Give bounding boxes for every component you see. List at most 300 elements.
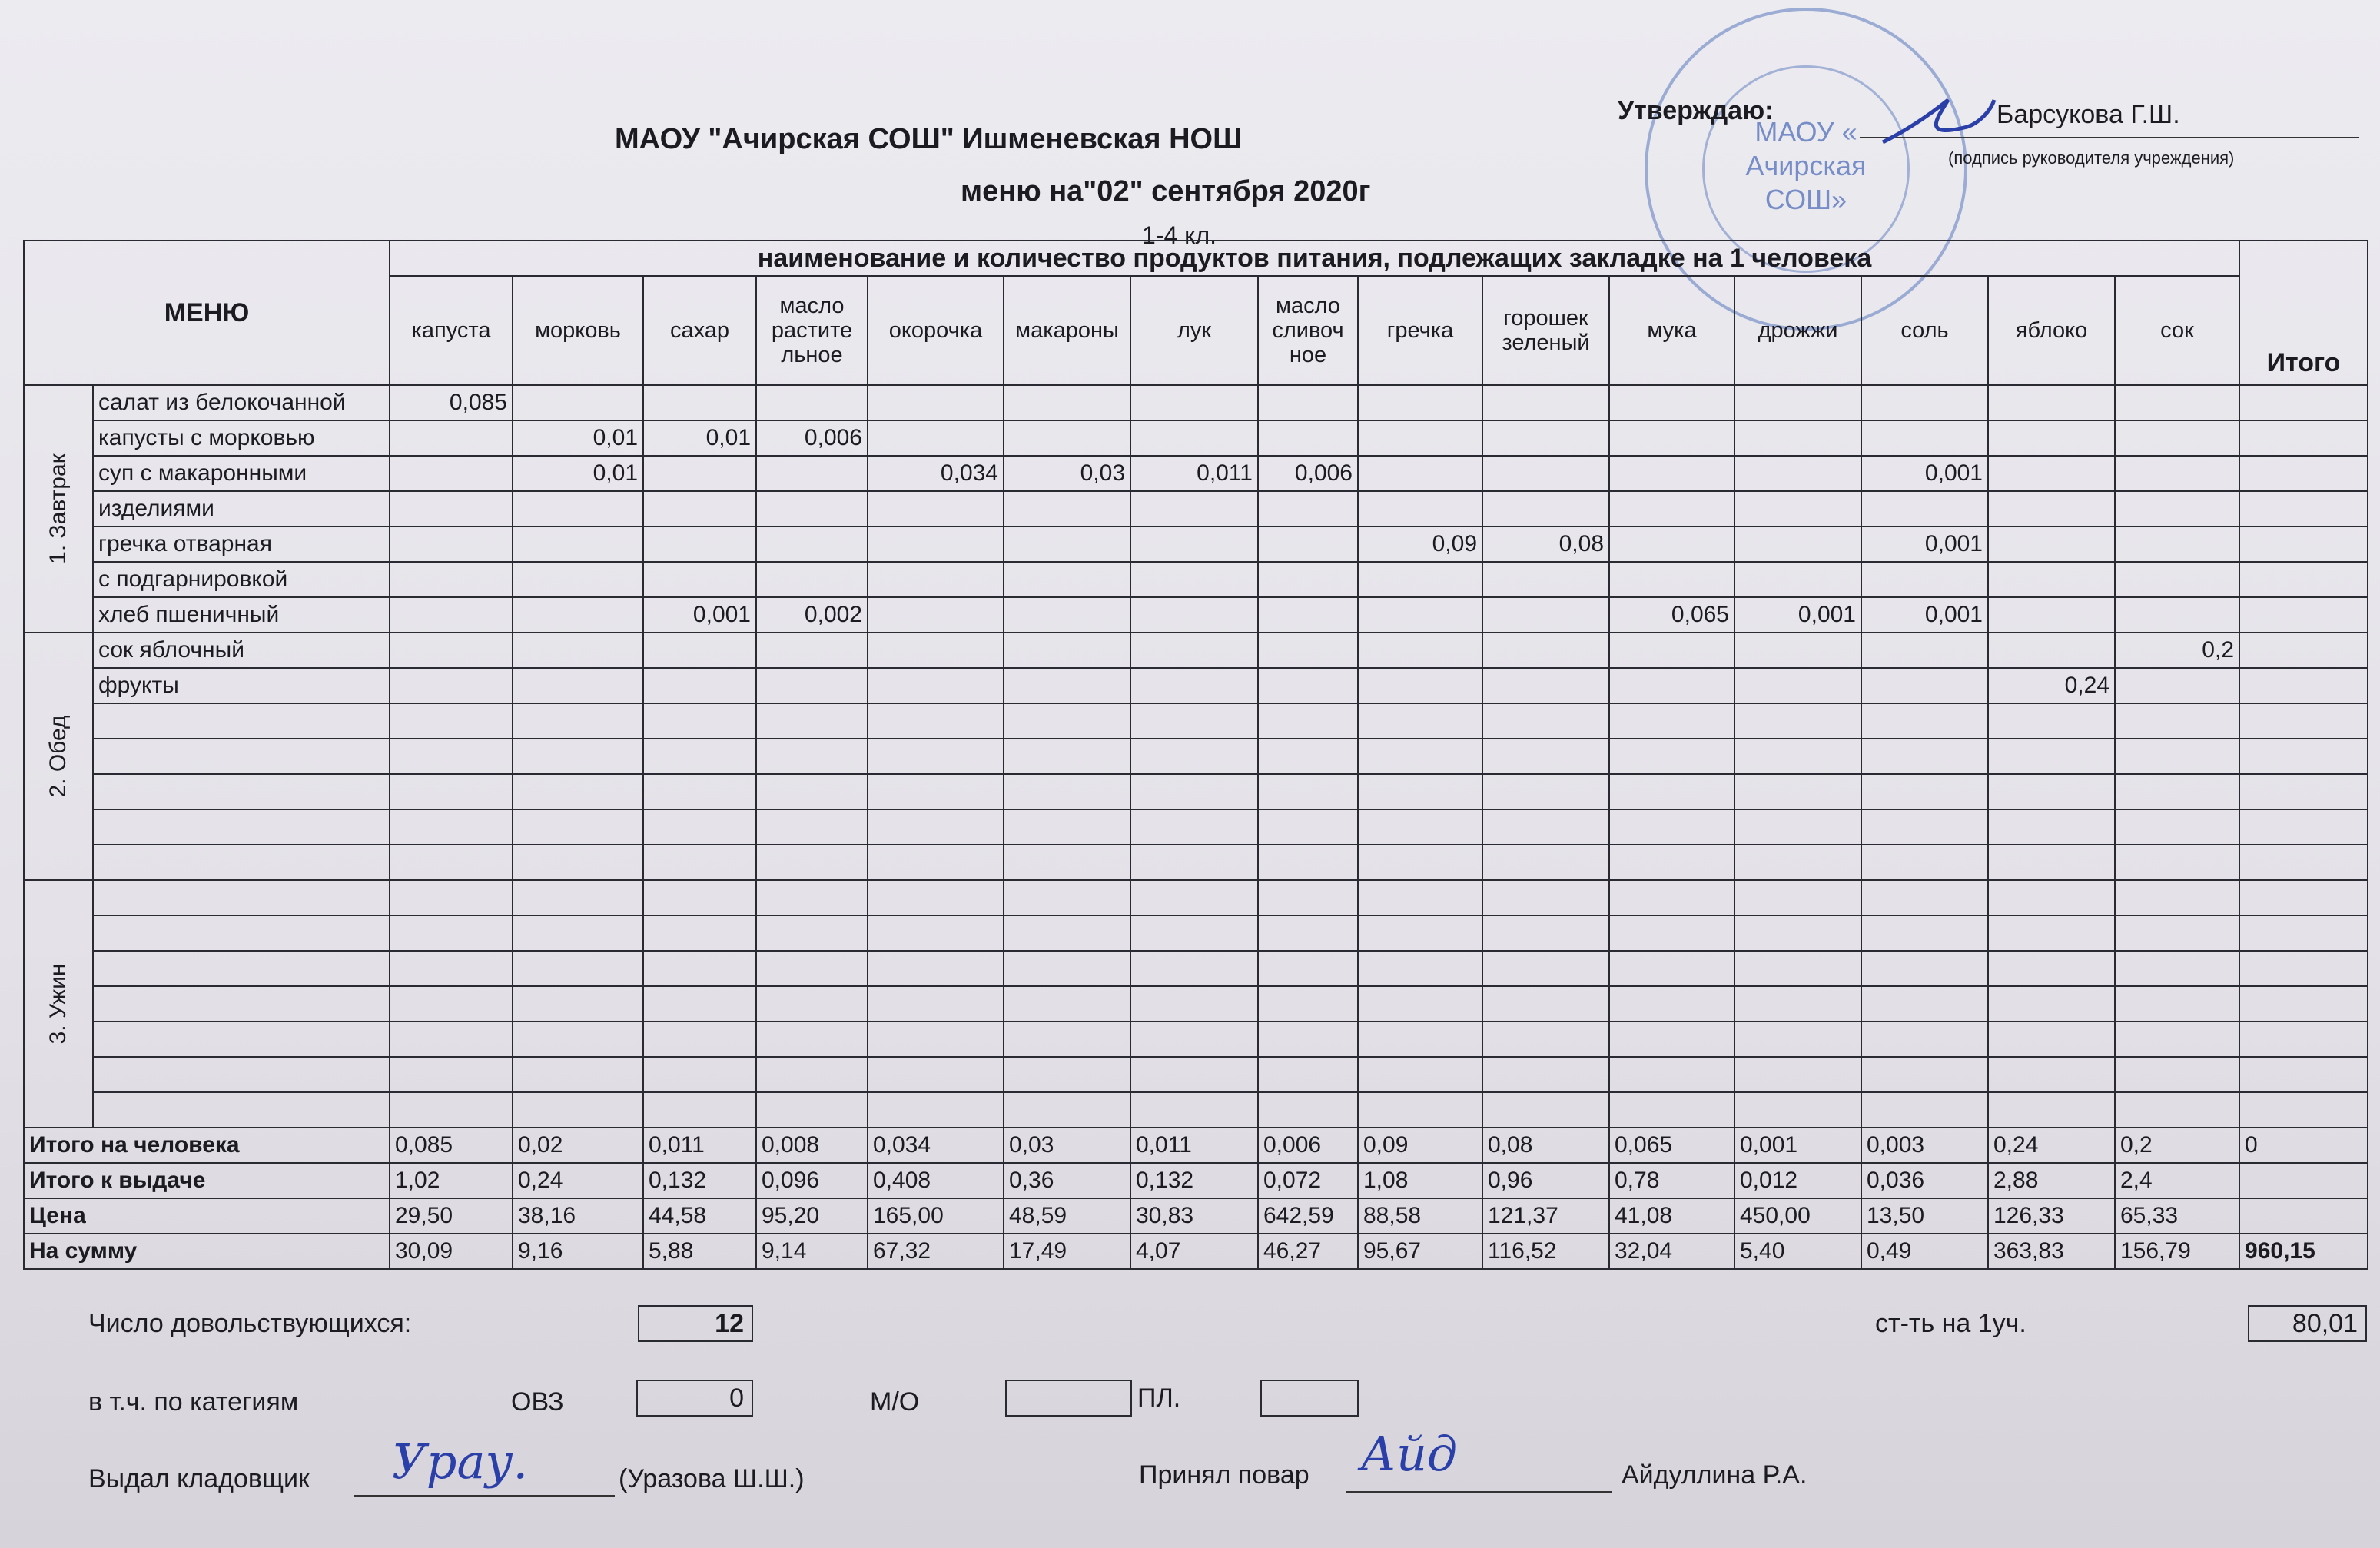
quantity-cell xyxy=(868,986,1004,1021)
table-row xyxy=(24,597,2368,633)
meal-label xyxy=(24,633,93,880)
quantity-cell xyxy=(1130,739,1258,774)
totals-cell: 5,40 xyxy=(1734,1234,1861,1269)
quantity-cell xyxy=(756,668,868,703)
quantity-cell xyxy=(390,1057,513,1092)
quantity-cell xyxy=(1258,1057,1358,1092)
quantity-cell xyxy=(643,562,756,597)
quantity-cell xyxy=(390,1092,513,1128)
meal-label xyxy=(24,385,93,633)
product-header: мука xyxy=(1609,276,1734,385)
quantity-cell: 0,01 xyxy=(513,456,643,491)
quantity-cell xyxy=(1358,986,1482,1021)
totals-label: На сумму xyxy=(24,1234,390,1269)
quantity-cell xyxy=(1482,491,1609,527)
quantity-cell xyxy=(1258,668,1358,703)
quantity-cell xyxy=(513,527,643,562)
quantity-cell xyxy=(1609,491,1734,527)
mo-label: М/О xyxy=(870,1387,920,1417)
quantity-cell xyxy=(1861,951,1988,986)
pl-label: ПЛ. xyxy=(1137,1384,1181,1413)
quantity-cell xyxy=(1482,774,1609,809)
quantity-cell xyxy=(1358,1021,1482,1057)
row-total-cell xyxy=(2239,809,2368,845)
quantity-cell xyxy=(868,1092,1004,1128)
quantity-cell xyxy=(756,385,868,420)
totals-cell: 121,37 xyxy=(1482,1198,1609,1234)
quantity-cell xyxy=(1861,1021,1988,1057)
quantity-cell xyxy=(868,703,1004,739)
quantity-cell xyxy=(756,633,868,668)
quantity-cell xyxy=(1482,845,1609,880)
quantity-cell xyxy=(2115,880,2239,915)
org-title: МАОУ "Ачирская СОШ" Ишменевская НОШ xyxy=(615,123,1243,155)
quantity-cell: 0,001 xyxy=(643,597,756,633)
product-header: морковь xyxy=(513,276,643,385)
quantity-cell xyxy=(643,880,756,915)
quantity-cell xyxy=(643,809,756,845)
dish-name xyxy=(93,703,390,739)
totals-row xyxy=(24,1163,2368,1198)
quantity-cell xyxy=(1861,703,1988,739)
quantity-cell xyxy=(1004,385,1130,420)
stamp-text: МАОУ « Ачирская СОШ» xyxy=(1745,116,1867,215)
quantity-cell xyxy=(390,527,513,562)
quantity-cell xyxy=(1861,633,1988,668)
quantity-cell xyxy=(2115,385,2239,420)
quantity-cell xyxy=(1004,845,1130,880)
quantity-cell xyxy=(643,1092,756,1128)
totals-cell: 0,065 xyxy=(1609,1128,1734,1163)
quantity-cell xyxy=(868,668,1004,703)
dish-name xyxy=(93,1021,390,1057)
totals-cell: 67,32 xyxy=(868,1234,1004,1269)
quantity-cell xyxy=(2115,986,2239,1021)
dish-name: фрукты xyxy=(93,668,390,703)
quantity-cell xyxy=(1130,527,1258,562)
quantity-cell xyxy=(643,915,756,951)
row-total-cell xyxy=(2239,633,2368,668)
quantity-cell xyxy=(390,880,513,915)
quantity-cell xyxy=(643,527,756,562)
dish-name xyxy=(93,739,390,774)
quantity-cell xyxy=(1482,456,1609,491)
quantity-cell xyxy=(1258,1092,1358,1128)
quantity-cell: 0,002 xyxy=(756,597,868,633)
totals-cell: 0,034 xyxy=(868,1128,1004,1163)
product-header: дрожжи xyxy=(1734,276,1861,385)
totals-cell: 0,96 xyxy=(1482,1163,1609,1198)
dish-name xyxy=(93,845,390,880)
quantity-cell xyxy=(1482,1021,1609,1057)
quantity-cell xyxy=(1130,986,1258,1021)
quantity-cell xyxy=(756,986,868,1021)
totals-cell: 41,08 xyxy=(1609,1198,1734,1234)
quantity-cell xyxy=(1130,845,1258,880)
product-header: капуста xyxy=(390,276,513,385)
quantity-cell xyxy=(1988,986,2115,1021)
table-row xyxy=(24,668,2368,703)
quantity-cell xyxy=(513,880,643,915)
quantity-cell: 0,01 xyxy=(513,420,643,456)
quantity-cell xyxy=(1609,880,1734,915)
dish-name xyxy=(93,1092,390,1128)
row-total-cell xyxy=(2239,845,2368,880)
quantity-cell xyxy=(1988,951,2115,986)
table-row xyxy=(24,845,2368,880)
quantity-cell xyxy=(868,809,1004,845)
quantity-cell xyxy=(1609,668,1734,703)
totals-cell: 0,36 xyxy=(1004,1163,1130,1198)
quantity-cell xyxy=(1734,845,1861,880)
quantity-cell xyxy=(2115,809,2239,845)
totals-cell: 4,07 xyxy=(1130,1234,1258,1269)
totals-cell: 13,50 xyxy=(1861,1198,1988,1234)
quantity-cell xyxy=(1861,880,1988,915)
quantity-cell xyxy=(1734,1092,1861,1128)
menu-date: меню на"02" сентября 2020г xyxy=(961,175,1371,208)
quantity-cell xyxy=(1482,703,1609,739)
quantity-cell xyxy=(2115,1057,2239,1092)
quantity-cell: 0,2 xyxy=(2115,633,2239,668)
row-total-cell xyxy=(2239,880,2368,915)
totals-label: Цена xyxy=(24,1198,390,1234)
row-total-cell xyxy=(2239,1021,2368,1057)
quantity-cell xyxy=(756,880,868,915)
quantity-cell xyxy=(868,420,1004,456)
totals-cell: 1,08 xyxy=(1358,1163,1482,1198)
quantity-cell: 0,011 xyxy=(1130,456,1258,491)
quantity-cell xyxy=(643,633,756,668)
quantity-cell xyxy=(390,915,513,951)
dish-name: хлеб пшеничный xyxy=(93,597,390,633)
quantity-cell xyxy=(1358,880,1482,915)
totals-cell: 0,006 xyxy=(1258,1128,1358,1163)
quantity-cell xyxy=(1734,774,1861,809)
quantity-cell xyxy=(1358,562,1482,597)
quantity-cell xyxy=(1004,420,1130,456)
quantity-cell xyxy=(1609,1092,1734,1128)
quantity-cell xyxy=(643,668,756,703)
quantity-cell xyxy=(390,809,513,845)
grand-total-cell xyxy=(2239,1198,2368,1234)
ovz-value: 0 xyxy=(636,1380,753,1417)
director-name: Барсукова Г.Ш. xyxy=(1997,100,2180,129)
quantity-cell xyxy=(513,703,643,739)
quantity-cell xyxy=(1861,385,1988,420)
quantity-cell xyxy=(1358,491,1482,527)
quantity-cell xyxy=(2115,1021,2239,1057)
quantity-cell xyxy=(868,597,1004,633)
quantity-cell xyxy=(1988,597,2115,633)
totals-row xyxy=(24,1198,2368,1234)
quantity-cell xyxy=(1861,986,1988,1021)
table-row xyxy=(24,1092,2368,1128)
quantity-cell xyxy=(1734,668,1861,703)
quantity-cell xyxy=(1130,420,1258,456)
totals-cell: 95,67 xyxy=(1358,1234,1482,1269)
quantity-cell xyxy=(1734,915,1861,951)
quantity-cell: 0,24 xyxy=(1988,668,2115,703)
storekeeper-name: (Уразова Ш.Ш.) xyxy=(619,1464,805,1493)
quantity-cell xyxy=(1358,951,1482,986)
quantity-cell xyxy=(643,491,756,527)
quantity-cell xyxy=(1258,597,1358,633)
quantity-cell xyxy=(1609,385,1734,420)
totals-cell: 30,09 xyxy=(390,1234,513,1269)
totals-cell: 126,33 xyxy=(1988,1198,2115,1234)
quantity-cell xyxy=(756,809,868,845)
dish-name: сок яблочный xyxy=(93,633,390,668)
quantity-cell xyxy=(1004,633,1130,668)
quantity-cell xyxy=(1988,420,2115,456)
menu-header: МЕНЮ xyxy=(24,241,390,385)
quantity-cell xyxy=(1734,385,1861,420)
totals-cell: 165,00 xyxy=(868,1198,1004,1234)
table-row xyxy=(24,703,2368,739)
quantity-cell xyxy=(1130,491,1258,527)
quantity-cell xyxy=(1130,597,1258,633)
quantity-cell xyxy=(1861,915,1988,951)
quantity-cell xyxy=(1358,703,1482,739)
quantity-cell xyxy=(1482,986,1609,1021)
quantity-cell xyxy=(1130,1021,1258,1057)
table-row xyxy=(24,915,2368,951)
quantity-cell xyxy=(1258,774,1358,809)
quantity-cell xyxy=(1988,1021,2115,1057)
quantity-cell xyxy=(1358,597,1482,633)
quantity-cell xyxy=(1258,491,1358,527)
totals-cell: 0,08 xyxy=(1482,1128,1609,1163)
quantity-cell xyxy=(1861,845,1988,880)
quantity-cell xyxy=(1130,951,1258,986)
quantity-cell xyxy=(1482,880,1609,915)
totals-cell: 450,00 xyxy=(1734,1198,1861,1234)
quantity-cell: 0,001 xyxy=(1861,597,1988,633)
quantity-cell xyxy=(1004,703,1130,739)
quantity-cell: 0,085 xyxy=(390,385,513,420)
totals-cell: 38,16 xyxy=(513,1198,643,1234)
quantity-cell xyxy=(513,1057,643,1092)
table-row xyxy=(24,633,2368,668)
quantity-cell xyxy=(1358,809,1482,845)
quantity-cell xyxy=(868,562,1004,597)
quantity-cell xyxy=(1988,1057,2115,1092)
quantity-cell xyxy=(1004,739,1130,774)
quantity-cell xyxy=(513,915,643,951)
quantity-cell xyxy=(1004,1092,1130,1128)
quantity-cell xyxy=(756,491,868,527)
quantity-cell xyxy=(513,668,643,703)
quantity-cell xyxy=(1609,774,1734,809)
storekeeper-signature-line xyxy=(354,1495,615,1497)
quantity-cell xyxy=(1734,562,1861,597)
quantity-cell xyxy=(1358,385,1482,420)
totals-cell: 363,83 xyxy=(1988,1234,2115,1269)
quantity-cell xyxy=(1609,951,1734,986)
table-row xyxy=(24,951,2368,986)
quantity-cell xyxy=(1258,562,1358,597)
quantity-cell: 0,034 xyxy=(868,456,1004,491)
totals-cell: 95,20 xyxy=(756,1198,868,1234)
quantity-cell xyxy=(2115,915,2239,951)
quantity-cell xyxy=(643,739,756,774)
quantity-cell: 0,006 xyxy=(1258,456,1358,491)
quantity-cell xyxy=(868,491,1004,527)
quantity-cell xyxy=(2115,527,2239,562)
quantity-cell xyxy=(1734,456,1861,491)
quantity-cell xyxy=(513,986,643,1021)
quantity-cell xyxy=(1482,809,1609,845)
quantity-cell xyxy=(643,703,756,739)
quantity-cell xyxy=(1861,809,1988,845)
quantity-cell: 0,001 xyxy=(1861,527,1988,562)
quantity-cell xyxy=(1130,1092,1258,1128)
quantity-cell xyxy=(513,774,643,809)
storekeeper-signature: Урау. xyxy=(392,1433,529,1490)
quantity-cell xyxy=(1130,774,1258,809)
table-row xyxy=(24,880,2368,915)
quantity-cell xyxy=(643,1057,756,1092)
quantity-cell xyxy=(1130,880,1258,915)
quantity-cell xyxy=(2115,668,2239,703)
quantity-cell xyxy=(2115,420,2239,456)
quantity-cell xyxy=(390,456,513,491)
totals-cell: 0,49 xyxy=(1861,1234,1988,1269)
row-total-cell xyxy=(2239,420,2368,456)
quantity-cell xyxy=(390,703,513,739)
quantity-cell xyxy=(2115,739,2239,774)
quantity-cell xyxy=(2115,703,2239,739)
quantity-cell xyxy=(643,1021,756,1057)
quantity-cell xyxy=(756,951,868,986)
quantity-cell xyxy=(1004,986,1130,1021)
quantity-cell xyxy=(1130,633,1258,668)
quantity-cell xyxy=(1482,915,1609,951)
quantity-cell xyxy=(513,633,643,668)
quantity-cell xyxy=(1258,1021,1358,1057)
quantity-cell xyxy=(1988,845,2115,880)
count-value: 12 xyxy=(638,1305,753,1342)
quantity-cell xyxy=(1358,1092,1482,1128)
quantity-cell xyxy=(756,456,868,491)
storekeeper-label: Выдал кладовщик xyxy=(88,1464,310,1493)
totals-cell: 32,04 xyxy=(1609,1234,1734,1269)
quantity-cell xyxy=(1988,880,2115,915)
quantity-cell xyxy=(1358,456,1482,491)
dish-name xyxy=(93,774,390,809)
quantity-cell: 0,001 xyxy=(1861,456,1988,491)
pl-value-box xyxy=(1260,1380,1359,1417)
row-total-cell xyxy=(2239,951,2368,986)
quantity-cell xyxy=(1358,668,1482,703)
totals-cell: 0,001 xyxy=(1734,1128,1861,1163)
product-header: масло растите льное xyxy=(756,276,868,385)
cost-value: 80,01 xyxy=(2248,1305,2367,1342)
quantity-cell xyxy=(1130,385,1258,420)
meal-label xyxy=(24,880,93,1128)
quantity-cell xyxy=(1734,951,1861,986)
quantity-cell xyxy=(1861,1057,1988,1092)
quantity-cell xyxy=(390,951,513,986)
cook-name: Айдуллина Р.А. xyxy=(1622,1460,1807,1490)
quantity-cell xyxy=(643,986,756,1021)
quantity-cell xyxy=(390,633,513,668)
quantity-cell xyxy=(868,739,1004,774)
dish-name: суп с макаронными xyxy=(93,456,390,491)
cost-label: ст-ть на 1уч. xyxy=(1875,1309,2026,1338)
quantity-cell xyxy=(1988,385,2115,420)
totals-cell: 642,59 xyxy=(1258,1198,1358,1234)
totals-cell: 5,88 xyxy=(643,1234,756,1269)
row-total-cell xyxy=(2239,491,2368,527)
quantity-cell xyxy=(2115,951,2239,986)
totals-cell: 0,78 xyxy=(1609,1163,1734,1198)
quantity-cell xyxy=(2115,845,2239,880)
quantity-cell xyxy=(756,739,868,774)
totals-cell: 9,16 xyxy=(513,1234,643,1269)
table-row xyxy=(24,420,2368,456)
totals-cell: 0,408 xyxy=(868,1163,1004,1198)
quantity-cell xyxy=(1861,774,1988,809)
quantity-cell xyxy=(1130,703,1258,739)
quantity-cell xyxy=(1734,491,1861,527)
totals-label: Итого на человека xyxy=(24,1128,390,1163)
totals-row xyxy=(24,1234,2368,1269)
quantity-cell xyxy=(643,774,756,809)
quantity-cell xyxy=(1988,1092,2115,1128)
quantity-cell xyxy=(1482,951,1609,986)
quantity-cell xyxy=(643,845,756,880)
quantity-cell: 0,006 xyxy=(756,420,868,456)
quantity-cell xyxy=(756,1021,868,1057)
quantity-cell xyxy=(1004,1021,1130,1057)
dish-name xyxy=(93,915,390,951)
quantity-cell xyxy=(868,845,1004,880)
totals-cell: 0,085 xyxy=(390,1128,513,1163)
table-row xyxy=(24,1021,2368,1057)
product-header: яблоко xyxy=(1988,276,2115,385)
quantity-cell xyxy=(1988,562,2115,597)
quantity-cell xyxy=(868,1021,1004,1057)
quantity-cell xyxy=(1609,1021,1734,1057)
quantity-cell xyxy=(1258,703,1358,739)
quantity-cell xyxy=(1609,527,1734,562)
quantity-cell xyxy=(868,915,1004,951)
table-row xyxy=(24,385,2368,420)
quantity-cell xyxy=(2115,562,2239,597)
quantity-cell xyxy=(1004,1057,1130,1092)
quantity-cell xyxy=(1734,633,1861,668)
quantity-cell xyxy=(1358,1057,1482,1092)
totals-cell: 0,24 xyxy=(1988,1128,2115,1163)
quantity-cell xyxy=(1609,845,1734,880)
quantity-cell xyxy=(1609,703,1734,739)
quantity-cell xyxy=(513,739,643,774)
quantity-cell xyxy=(1004,597,1130,633)
quantity-cell xyxy=(643,951,756,986)
totals-cell: 0,24 xyxy=(513,1163,643,1198)
table-row xyxy=(24,527,2368,562)
quantity-cell xyxy=(756,703,868,739)
totals-cell: 65,33 xyxy=(2115,1198,2239,1234)
quantity-cell: 0,001 xyxy=(1734,597,1861,633)
quantity-cell xyxy=(1734,1057,1861,1092)
grand-total-cell: 960,15 xyxy=(2239,1234,2368,1269)
ovz-label: ОВЗ xyxy=(511,1387,564,1417)
totals-cell: 1,02 xyxy=(390,1163,513,1198)
quantity-cell xyxy=(868,385,1004,420)
